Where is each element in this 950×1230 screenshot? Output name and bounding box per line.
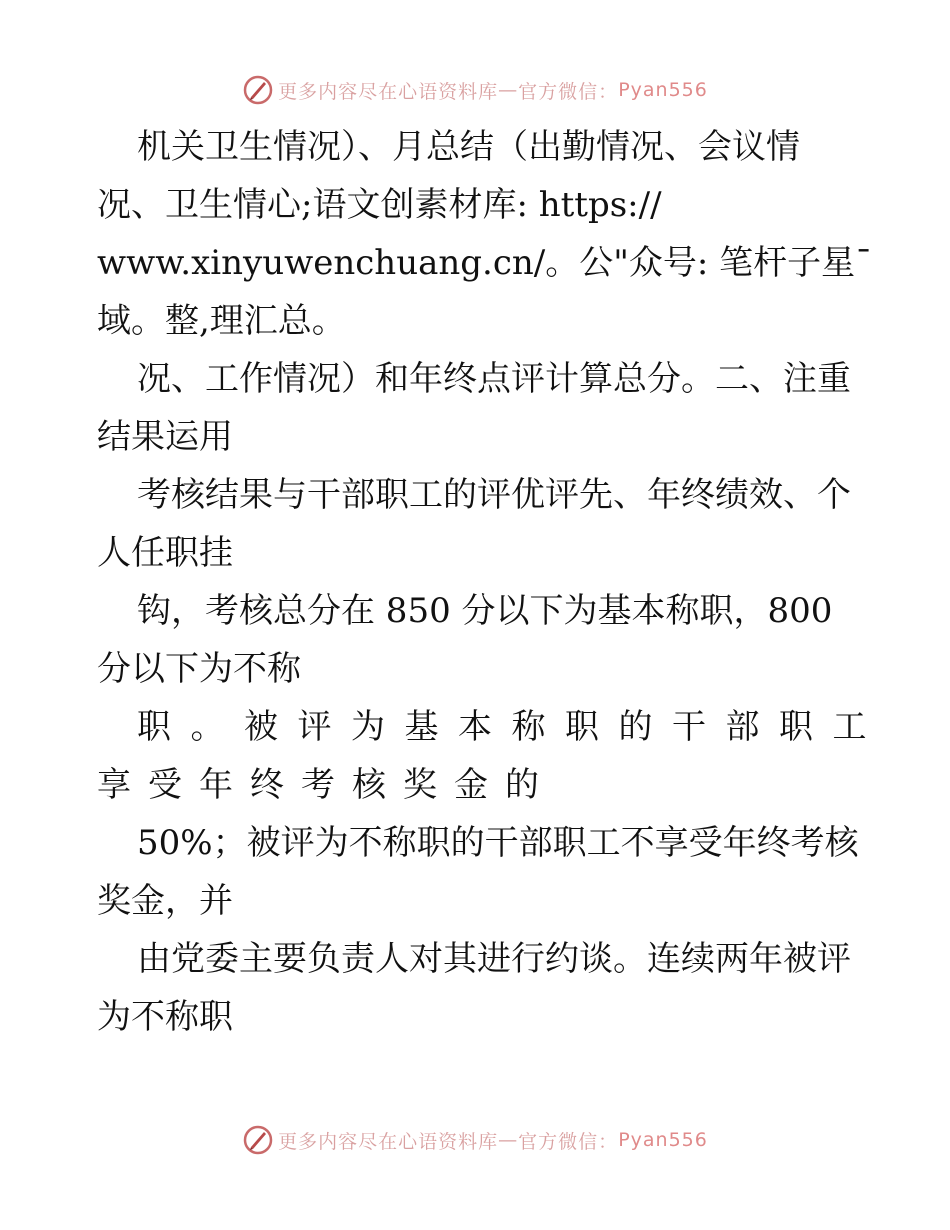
paragraph-line: 机关卫生情况）、月总结（出勤情况、会议情: [137, 127, 800, 167]
paragraph-line: www.xinyuwenchuang.cn/。公"众号: 笔杆子星¯: [97, 243, 873, 283]
paragraph-line: 50%；被评为不称职的干部职工不享受年终考核: [137, 823, 859, 863]
watermark-wechat-id: Pyan556: [618, 79, 708, 101]
paragraph-line: 况、工作情况）和年终点评计算总分。二、注重: [137, 359, 851, 399]
paragraph-line: 结果运用: [97, 417, 233, 457]
paragraph-line: 人任职挂: [97, 533, 233, 573]
paragraph-line: 享受年终考核奖金的: [97, 765, 556, 805]
paragraph-line: 奖金，并: [97, 881, 233, 921]
watermark-text: 更多内容尽在心语资料库: [278, 1130, 499, 1153]
paragraph-line: 职。被评为基本称职的干部职工: [137, 707, 886, 747]
watermark-text: 更多内容尽在心语资料库: [278, 80, 499, 103]
watermark-footer: [0, 1120, 950, 1160]
paragraph-line: 为不称职: [97, 997, 233, 1037]
watermark-dash: —: [498, 79, 519, 101]
document-body: [97, 118, 886, 1046]
watermark-wechat-label: 官方微信：: [518, 1130, 619, 1153]
watermark-wechat-label: 官方微信：: [518, 80, 619, 103]
paragraph-line: 况、卫生情心;语文创素材库: https://: [97, 185, 662, 225]
watermark-header: [0, 70, 950, 110]
watermark-wechat-id: Pyan556: [618, 1129, 708, 1151]
paragraph-line: 考核结果与干部职工的评优评先、年终绩效、个: [137, 475, 851, 515]
paragraph-line: 由党委主要负责人对其进行约谈。连续两年被评: [137, 939, 851, 979]
quill-seal-icon: [242, 1124, 274, 1156]
watermark-dash: —: [498, 1129, 519, 1151]
paragraph-line: 域。整,理汇总。: [97, 301, 346, 341]
paragraph-line: 钩，考核总分在 850 分以下为基本称职，800: [137, 591, 833, 631]
quill-seal-icon: [242, 74, 274, 106]
paragraph-line: 分以下为不称: [97, 649, 301, 689]
